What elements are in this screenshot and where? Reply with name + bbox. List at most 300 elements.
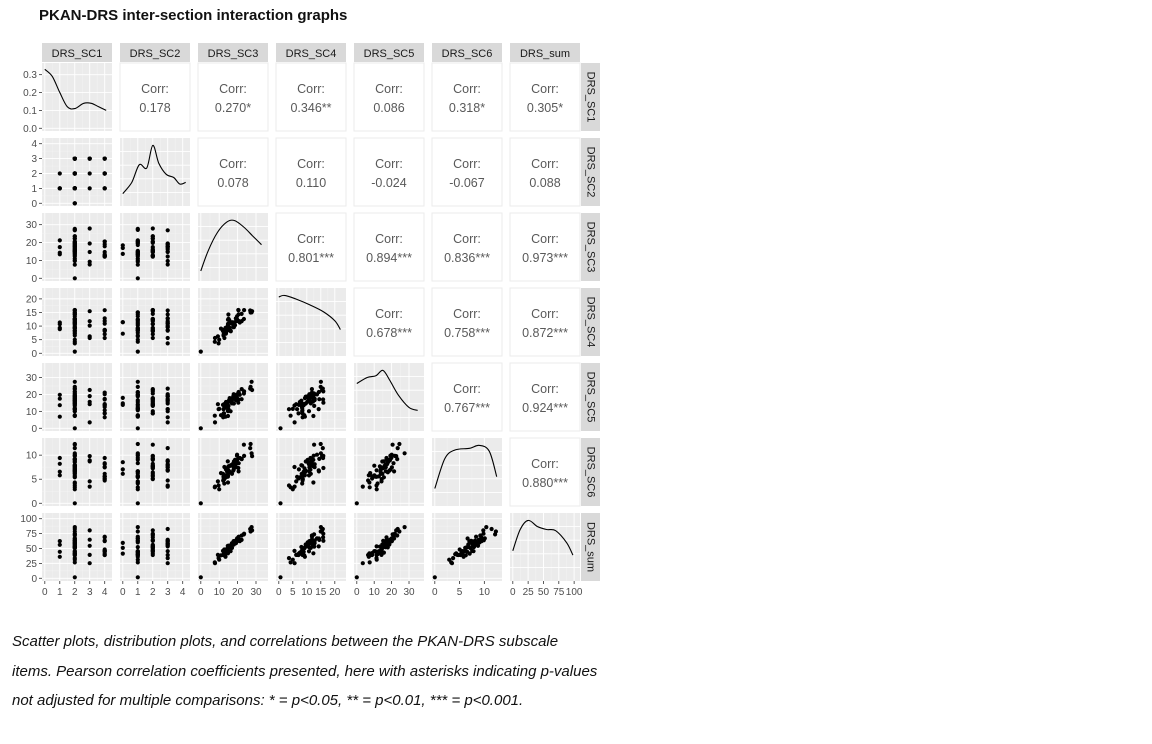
x-tick-label: 5 [456,587,463,598]
y-tick-label: 5 [31,335,37,347]
corr-value: 0.872*** [522,326,568,340]
scatter-point [248,308,252,312]
scatter-point [121,460,125,464]
scatter-point [312,545,316,549]
scatter-point [375,558,379,562]
corr-panel [276,213,346,281]
scatter-point [73,332,77,336]
scatter-point [166,387,170,391]
scatter-point [73,186,77,190]
corr-value: 0.305* [526,101,564,115]
scatter-point [379,479,383,483]
scatter-point [240,533,244,537]
scatter-point [136,575,140,579]
scatter-point [381,539,385,543]
panel-background [42,438,112,506]
corr-value: 0.894*** [366,251,412,265]
x-tick-label: 1 [134,587,141,598]
y-tick-label: 2 [31,168,37,180]
scatter-point [151,545,155,549]
scatter-point [88,388,92,392]
scatter-point [88,479,92,483]
scatter-point [378,464,382,468]
scatter-point [121,246,125,250]
scatter-point [392,469,396,473]
scatter-point [151,317,155,321]
scatter-point [224,332,228,336]
scatter-point [151,396,155,400]
x-tick-label: 5 [290,587,296,598]
x-tick-label: 2 [149,587,156,598]
scatter-point [73,228,77,232]
panel-background [42,363,112,431]
y-tick-label: 0.3 [23,70,37,82]
x-tick-label: 0 [354,587,360,598]
scatter-point [151,237,155,241]
corr-label: Corr: [375,307,403,321]
figure-title: PKAN-DRS inter-section interaction graphs [39,7,348,24]
scatter-point [317,457,321,461]
scatter-point [403,525,407,529]
y-tick-label: 0 [31,348,37,360]
scatter-point [103,549,107,553]
scatter-point [151,539,155,543]
panel-background [198,213,268,281]
scatter-point [396,446,400,450]
corr-label: Corr: [531,382,559,396]
x-tick-label: 30 [250,587,262,598]
scatter-point [166,324,170,328]
corr-value: 0.270* [214,101,252,115]
scatter-point [73,249,77,253]
scatter-point [88,420,92,424]
scatter-point [58,550,62,554]
scatter-point [166,312,170,316]
scatter-point [311,551,315,555]
x-tick-label: 10 [213,587,225,598]
scatter-point [375,487,379,491]
scatter-point [136,350,140,354]
corr-panel [354,288,424,356]
scatter-point [121,541,125,545]
scatter-point [166,395,170,399]
scatter-point [312,404,316,408]
corr-label: Corr: [531,82,559,96]
scatter-point [136,329,140,333]
x-tick-label: 20 [232,587,244,598]
scatter-point [103,336,107,340]
scatter-point [166,459,170,463]
scatter-point [151,336,155,340]
scatter-point [136,539,140,543]
scatter-point [58,415,62,419]
scatter-point [103,157,107,161]
scatter-point [151,312,155,316]
scatter-point [297,403,301,407]
scatter-point [136,442,140,446]
scatter-point [451,556,455,560]
column-strip-label: DRS_SC4 [285,48,337,60]
x-tick-label: 50 [537,587,550,598]
scatter-point [88,528,92,532]
scatter-point [395,457,399,461]
scatter-point [378,545,382,549]
scatter-point [391,461,395,465]
scatter-point [386,458,390,462]
scatter-point [291,487,295,491]
y-tick-label: 0 [31,573,37,585]
scatter-point [88,553,92,557]
scatter-point [242,391,246,395]
corr-panel [432,63,502,131]
scatter-point [166,319,170,323]
scatter-point [88,402,92,406]
scatter-point [73,258,77,262]
corr-label: Corr: [297,82,325,96]
scatter-point [307,473,311,477]
scatter-point [391,535,395,539]
scatter-point [58,397,62,401]
x-tick-label: 1 [56,587,63,598]
x-tick-label: 0 [510,587,516,598]
corr-panel [510,363,580,431]
scatter-point [395,533,399,537]
scatter-point [103,405,107,409]
corr-panel [354,138,424,206]
scatter-point [216,553,220,557]
scatter-point [294,479,298,483]
scatter-point [136,469,140,473]
scatter-point [199,350,203,354]
scatter-point [166,485,170,489]
column-strip-label: DRS_SC2 [129,48,181,60]
corr-value: 0.973*** [522,251,568,265]
scatter-point [88,485,92,489]
y-tick-label: 15 [25,307,37,319]
corr-label: Corr: [297,157,325,171]
scatter-point [321,401,325,405]
scatter-point [242,308,246,312]
corr-panel [510,213,580,281]
scatter-point [384,469,388,473]
scatter-point [73,387,77,391]
scatter-point [287,407,291,411]
scatter-point [58,186,62,190]
x-tick-label: 75 [553,587,565,598]
y-tick-label: 1 [31,183,37,195]
scatter-point [166,308,170,312]
scatter-point [455,553,459,557]
scatter-point [103,308,107,312]
scatter-point [391,443,395,447]
scatter-point [136,310,140,314]
x-tick-label: 15 [315,587,327,598]
scatter-point [73,263,77,267]
scatter-point [319,380,323,384]
scatter-point [216,334,220,338]
corr-label: Corr: [297,232,325,246]
scatter-point [136,525,140,529]
corr-panel [120,63,190,131]
scatter-point [58,238,62,242]
scatter-point [308,393,312,397]
scatter-point [103,252,107,256]
scatter-point [227,398,231,402]
scatter-point [121,552,125,556]
row-strip-label: DRS_SC1 [584,71,597,123]
x-tick-label: 0 [432,587,438,598]
scatter-point [136,474,140,478]
scatter-point [73,575,77,579]
scatter-point [136,276,140,280]
scatter-point [278,426,282,430]
x-tick-label: 0 [42,587,48,598]
panel-background [42,213,112,281]
scatter-point [136,228,140,232]
scatter-point [121,320,125,324]
corr-panel [510,288,580,356]
scatter-point [136,398,140,402]
scatter-point [88,157,92,161]
scatter-point [382,459,386,463]
scatter-point [151,458,155,462]
panels-layer [42,63,580,581]
scatter-point [226,480,230,484]
scatter-point [136,238,140,242]
row-strip-label: DRS_SC6 [584,446,597,498]
scatter-point [88,334,92,338]
scatter-point [73,322,77,326]
y-tick-label: 0 [31,498,37,510]
scatter-point [103,329,107,333]
scatter-point [321,527,325,531]
corr-label: Corr: [453,382,481,396]
scatter-point [217,407,221,411]
scatter-point [240,397,244,401]
scatter-point [297,467,301,471]
scatter-point [433,575,437,579]
scatter-point [307,469,311,473]
y-tick-label: 75 [25,529,37,541]
x-tick-label: 0 [276,587,282,598]
scatter-point [466,536,470,540]
scatter-point [58,245,62,249]
scatter-point [236,401,240,405]
scatter-point [73,473,77,477]
scatter-point [166,341,170,345]
scatter-point [300,464,304,468]
y-tick-label: 100 [20,514,37,526]
scatter-point [368,485,372,489]
scatter-point [384,545,388,549]
scatter-point [151,249,155,253]
x-tick-label: 3 [164,587,171,598]
scatter-point [166,228,170,232]
panel-background [120,213,190,281]
scatter-point [235,539,239,543]
scatter-point [312,464,316,468]
scatter-point [278,501,282,505]
panel-background [42,63,112,131]
scatter-point [199,426,203,430]
scatter-point [166,415,170,419]
scatter-point [238,393,242,397]
x-tick-label: 3 [86,587,93,598]
scatter-point [136,501,140,505]
scatter-point [73,404,77,408]
corr-label: Corr: [375,232,403,246]
corr-value: 0.086 [373,101,405,115]
scatter-point [73,446,77,450]
x-tick-label: 4 [101,587,108,598]
corr-value: 0.758*** [444,326,490,340]
scatter-point [73,539,77,543]
y-tick-label: 4 [31,139,37,151]
corr-label: Corr: [531,307,559,321]
scatter-point [317,538,321,542]
y-tick-label: 20 [25,294,37,306]
scatter-point [73,413,77,417]
scatter-point [166,468,170,472]
scatter-point [136,535,140,539]
scatter-point [73,451,77,455]
scatter-point [73,276,77,280]
scatter-point [103,461,107,465]
scatter-point [460,549,464,553]
corr-panel [510,63,580,131]
y-tick-label: 25 [25,558,37,570]
scatter-point [372,464,376,468]
scatter-point [121,396,125,400]
scatter-point [217,558,221,562]
scatter-point [396,527,400,531]
scatter-point [73,533,77,537]
scatter-point [166,538,170,542]
scatter-point [478,533,482,537]
scatter-point [121,546,125,550]
scatter-point [166,549,170,553]
scatter-point [310,533,314,537]
scatter-point [88,241,92,245]
scatter-point [321,466,325,470]
scatter-point [481,528,485,532]
scatter-point [226,545,230,549]
corr-value: -0.067 [449,176,485,190]
scatter-point [73,350,77,354]
scatter-point [300,481,304,485]
scatter-point [151,411,155,415]
scatter-point [58,555,62,559]
scatter-point [250,380,254,384]
row-strip-label: DRS_SC4 [584,296,597,348]
scatter-point [249,442,253,446]
scatter-point [468,552,472,556]
scatter-point [490,527,494,531]
scatter-point [166,464,170,468]
corr-panel [432,213,502,281]
scatter-point [58,470,62,474]
scatter-point [321,539,325,543]
scatter-point [58,543,62,547]
scatter-point [73,501,77,505]
scatter-point [166,420,170,424]
scatter-point [199,575,203,579]
scatter-point [121,472,125,476]
corr-panel [276,63,346,131]
scatter-point [476,544,480,548]
corr-label: Corr: [531,157,559,171]
scatter-point [73,341,77,345]
scatter-point [311,458,315,462]
scatter-point [151,241,155,245]
scatter-point [58,456,62,460]
scatter-point [166,409,170,413]
scatter-point [58,252,62,256]
corr-panel [198,63,268,131]
scatter-point [237,469,241,473]
scatter-point [300,474,304,478]
scatter-point [319,442,323,446]
scatter-point [166,527,170,531]
x-tick-label: 30 [403,587,415,598]
scatter-point [103,391,107,395]
scatter-point [58,393,62,397]
scatter-point [88,538,92,542]
corr-label: Corr: [375,157,403,171]
scatter-point [103,539,107,543]
scatter-point [250,454,254,458]
scatter-point [311,396,315,400]
scatter-point [296,411,300,415]
scatter-point [88,454,92,458]
scatter-point [295,407,299,411]
scatter-point [73,487,77,491]
corr-value: 0.078 [217,176,249,190]
scatter-point [235,458,239,462]
scatter-point [58,462,62,466]
panel-background [42,288,112,356]
scatter-point [466,545,470,549]
scatter-point [103,456,107,460]
scatter-point [484,525,488,529]
corr-value: 0.767*** [444,401,490,415]
scatter-point [310,387,314,391]
scatter-point [121,467,125,471]
x-tick-label: 20 [329,587,341,598]
scatter-point [136,380,140,384]
y-tick-label: 0 [31,423,37,435]
scatter-point [88,226,92,230]
x-tick-label: 10 [301,587,313,598]
scatter-point [136,252,140,256]
y-tick-label: 30 [25,220,37,232]
scatter-point [317,544,321,548]
scatter-point [151,533,155,537]
scatter-point [103,239,107,243]
scatter-point [88,319,92,323]
corr-label: Corr: [375,82,403,96]
scatter-point [317,390,321,394]
scatter-point [293,420,297,424]
scatter-point [136,413,140,417]
scatter-point [166,553,170,557]
scatter-point [73,464,77,468]
scatter-point [166,400,170,404]
scatter-point [213,340,217,344]
scatter-point [235,396,239,400]
panel-background [120,288,190,356]
scatter-point [166,262,170,266]
